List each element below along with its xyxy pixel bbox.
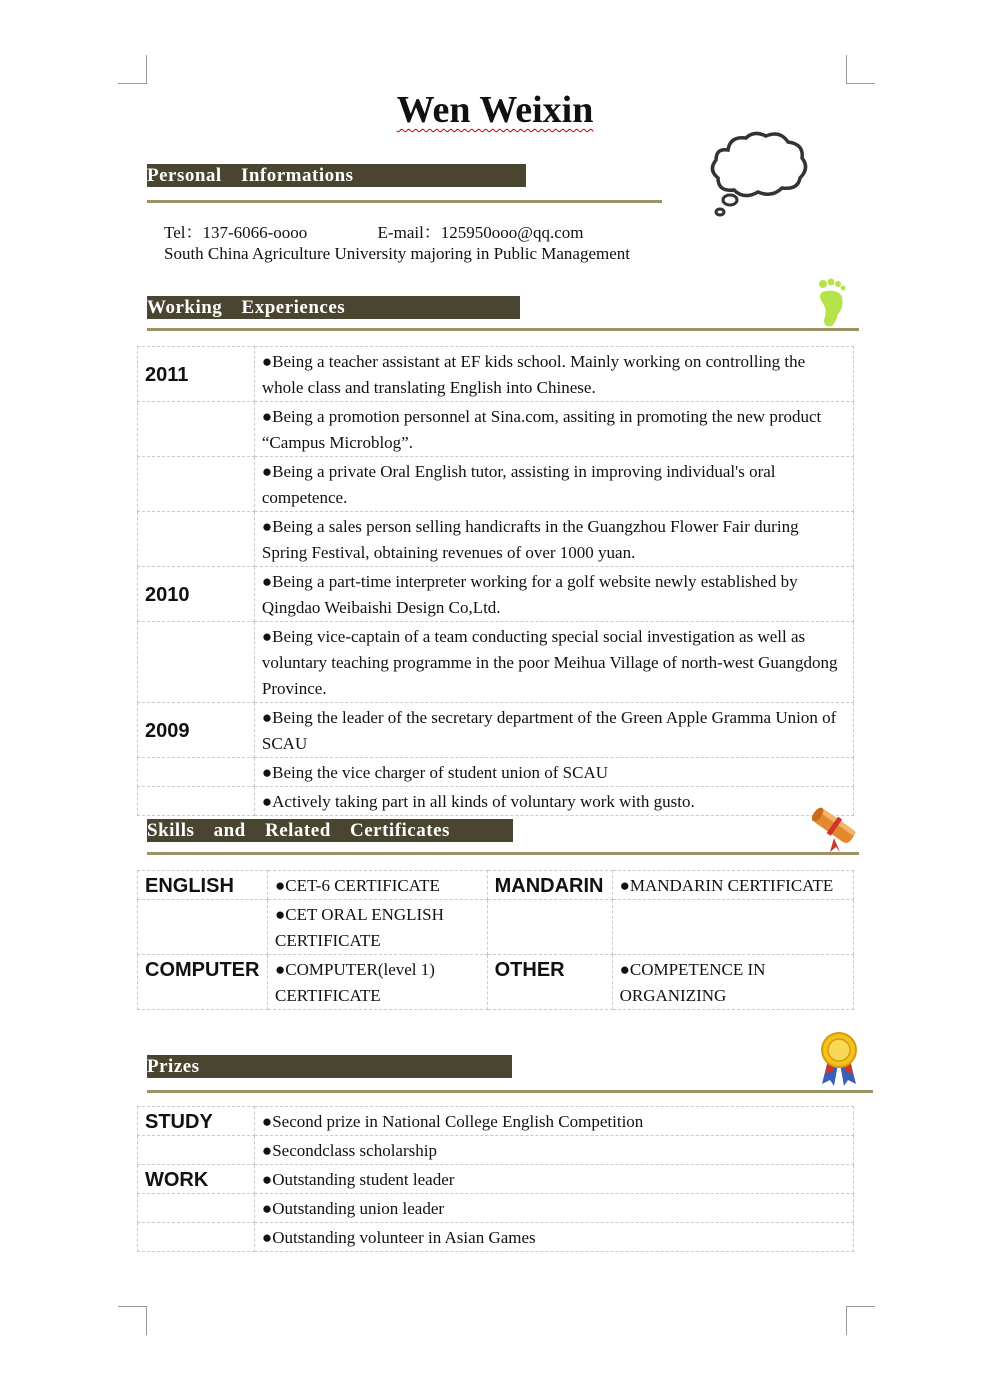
diploma-scroll-icon — [806, 802, 862, 854]
table-row — [138, 512, 854, 567]
prize-label: WORK — [138, 1165, 255, 1194]
year-cell — [138, 787, 255, 816]
section-rule — [147, 328, 859, 331]
prize-label: STUDY — [138, 1107, 255, 1136]
table-row — [138, 347, 854, 402]
thought-cloud-icon — [706, 128, 812, 220]
skill-label: OTHER — [487, 955, 612, 1010]
skill-label: MANDARIN — [487, 871, 612, 900]
year-cell — [138, 402, 255, 457]
work-item: ●Being a teacher assistant at EF kids school. Mainly working on controlling the whole class and translating English into Chinese. — [254, 347, 853, 402]
skill-value: ●COMPUTER(level 1) CERTIFICATE — [267, 955, 487, 1010]
page-corner-mark — [118, 1306, 147, 1335]
skill-value: ●CET ORAL ENGLISH CERTIFICATE — [267, 900, 487, 955]
skill-label: COMPUTER — [138, 955, 268, 1010]
resume-name: Wen Weixin — [396, 89, 594, 131]
work-item: ●Being vice-captain of a team conducting special social investigation as well as voluntary teaching programme in the poor Meihua Village of north-west Guangdong Province. — [254, 622, 853, 703]
skill-label — [487, 900, 612, 955]
contact-line — [164, 218, 583, 243]
skill-label — [138, 900, 268, 955]
work-item: ●Being a promotion personnel at Sina.com, assiting in promoting the new product “Campus Microblog”. — [254, 402, 853, 457]
work-item: ●Being a private Oral English tutor, assisting in improving individual's oral competence. — [254, 457, 853, 512]
skill-label: ENGLISH — [138, 871, 268, 900]
year-cell — [138, 457, 255, 512]
table-row — [138, 1223, 854, 1252]
skill-value: ●MANDARIN CERTIFICATE — [612, 871, 853, 900]
tel: Tel：137-6066-oooo — [164, 223, 308, 242]
table-row — [138, 457, 854, 512]
work-item: ●Being the vice charger of student union of SCAU — [254, 758, 853, 787]
table-row — [138, 871, 854, 900]
skill-value: ●CET-6 CERTIFICATE — [267, 871, 487, 900]
table-row — [138, 1136, 854, 1165]
year-cell: 2009 — [138, 703, 255, 758]
page-corner-mark — [118, 55, 147, 84]
prize-label — [138, 1194, 255, 1223]
prize-item: ●Outstanding student leader — [254, 1165, 853, 1194]
table-row — [138, 567, 854, 622]
work-item: ●Actively taking part in all kinds of voluntary work with gusto. — [254, 787, 853, 816]
prize-item: ●Second prize in National College English Competition — [254, 1107, 853, 1136]
work-item: ●Being the leader of the secretary department of the Green Apple Gramma Union of SCAU — [254, 703, 853, 758]
year-cell — [138, 758, 255, 787]
table-row — [138, 402, 854, 457]
section-header-personal: Personal Informations — [147, 164, 526, 187]
year-cell: 2011 — [138, 347, 255, 402]
year-cell — [138, 512, 255, 567]
table-row — [138, 900, 854, 955]
footprint-icon — [814, 278, 850, 330]
section-header-working: Working Experiences — [147, 296, 520, 319]
prize-item: ●Outstanding volunteer in Asian Games — [254, 1223, 853, 1252]
year-cell — [138, 622, 255, 703]
section-rule — [147, 1090, 873, 1093]
year-cell: 2010 — [138, 567, 255, 622]
table-row — [138, 703, 854, 758]
skill-value — [612, 900, 853, 955]
page-corner-mark — [846, 55, 875, 84]
section-rule — [147, 852, 859, 855]
work-item: ●Being a sales person selling handicrafts in the Guangzhou Flower Fair during Spring Festival, obtaining revenues of over 1000 yuan. — [254, 512, 853, 567]
email: E-mail：125950ooo@qq.com — [377, 223, 584, 242]
school-line: South China Agriculture University majoring in Public Management — [164, 244, 631, 263]
prize-item: ●Outstanding union leader — [254, 1194, 853, 1223]
work-table — [137, 346, 854, 816]
table-row — [138, 787, 854, 816]
skill-value: ●COMPETENCE IN ORGANIZING — [612, 955, 853, 1010]
table-row — [138, 1107, 854, 1136]
medal-icon — [816, 1030, 862, 1088]
prize-label — [138, 1223, 255, 1252]
page-corner-mark — [846, 1306, 875, 1335]
prizes-table — [137, 1106, 854, 1252]
section-header-prizes: Prizes — [147, 1055, 512, 1078]
table-row — [138, 1194, 854, 1223]
table-row — [138, 1165, 854, 1194]
table-row — [138, 955, 854, 1010]
skills-table — [137, 870, 854, 1010]
work-item: ●Being a part-time interpreter working for a golf website newly established by Qingdao Weibaishi Design Co,Ltd. — [254, 567, 853, 622]
prize-item: ●Secondclass scholarship — [254, 1136, 853, 1165]
table-row — [138, 622, 854, 703]
section-rule — [147, 200, 662, 203]
prize-label — [138, 1136, 255, 1165]
table-row — [138, 758, 854, 787]
section-header-skills: Skills and Related Certificates — [147, 819, 513, 842]
